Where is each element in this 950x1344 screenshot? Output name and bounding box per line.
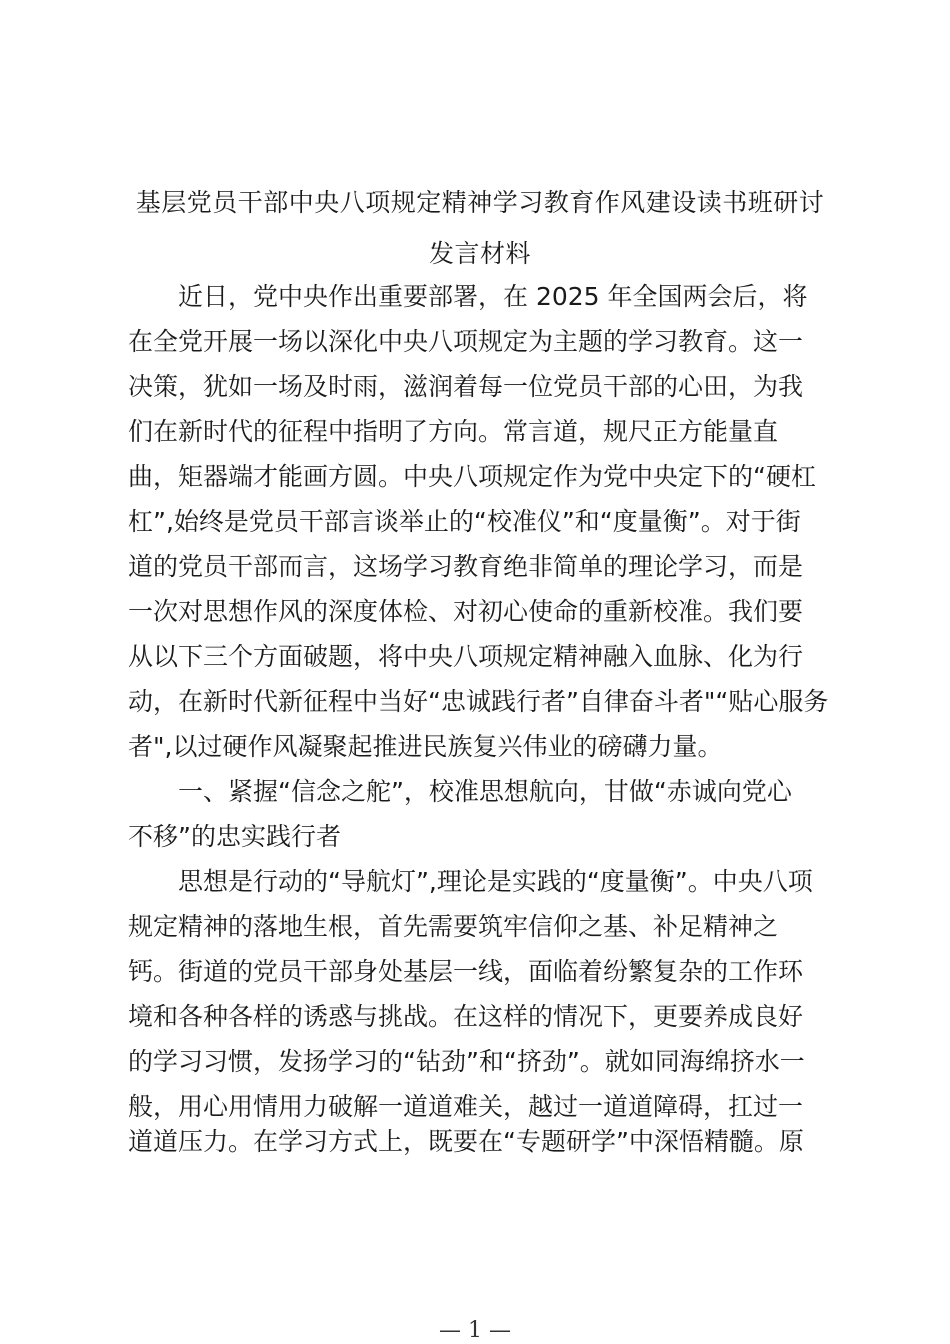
body-line: 道道压力。在学习方式上，既要在“专题研学”中深悟精髓。原 [128, 1127, 804, 1156]
body-line: 杠”,始终是党员干部言谈举止的“校准仪”和“度量衡”。对于街 [128, 507, 801, 536]
page-number: — 1 — [439, 1318, 511, 1343]
body-line: 曲，矩器端才能画方圆。中央八项规定作为党中央定下的“硬杠 [128, 462, 816, 491]
body-line: 思想是行动的“导航灯”,理论是实践的“度量衡”。中央八项 [128, 867, 813, 896]
body-line: 钙。街道的党员干部身处基层一线，面临着纷繁复杂的工作环 [128, 957, 804, 986]
body-line: 近日，党中央作出重要部署，在 2025 年全国两会后，将 [128, 282, 808, 311]
body-line: 境和各种各样的诱惑与挑战。在这样的情况下，更要养成良好 [128, 1002, 804, 1031]
document-title-line-1: 基层党员干部中央八项规定精神学习教育作风建设读书班研讨 [135, 188, 825, 217]
body-line: 在全党开展一场以深化中央八项规定为主题的学习教育。这一 [128, 327, 804, 356]
section-heading-line: 一、紧握“信念之舵”，校准思想航向，甘做“赤诚向党心 [128, 777, 792, 806]
body-line: 的学习习惯，发扬学习的“钻劲”和“挤劲”。就如同海绵挤水一 [128, 1047, 805, 1076]
document-title-line-2: 发言材料 [428, 239, 531, 268]
body-line: 动，在新时代新征程中当好“忠诚践行者”自律奋斗者"“贴心服务 [128, 687, 829, 716]
body-line: 者",以过硬作风凝聚起推进民族复兴伟业的磅礴力量。 [128, 732, 723, 761]
body-line: 决策，犹如一场及时雨，滋润着每一位党员干部的心田，为我 [128, 372, 804, 401]
body-line: 从以下三个方面破题，将中央八项规定精神融入血脉、化为行 [128, 642, 804, 671]
section-heading-line: 不移”的忠实践行者 [128, 822, 341, 851]
body-line: 一次对思想作风的深度体检、对初心使命的重新校准。我们要 [128, 597, 804, 626]
body-line: 般，用心用情用力破解一道道难关，越过一道道障碍，扛过一 [128, 1092, 804, 1121]
body-line: 规定精神的落地生根，首先需要筑牢信仰之基、补足精神之 [128, 912, 779, 941]
body-line: 们在新时代的征程中指明了方向。常言道，规尺正方能量直 [128, 417, 779, 446]
body-line: 道的党员干部而言，这场学习教育绝非简单的理论学习，而是 [128, 552, 804, 581]
